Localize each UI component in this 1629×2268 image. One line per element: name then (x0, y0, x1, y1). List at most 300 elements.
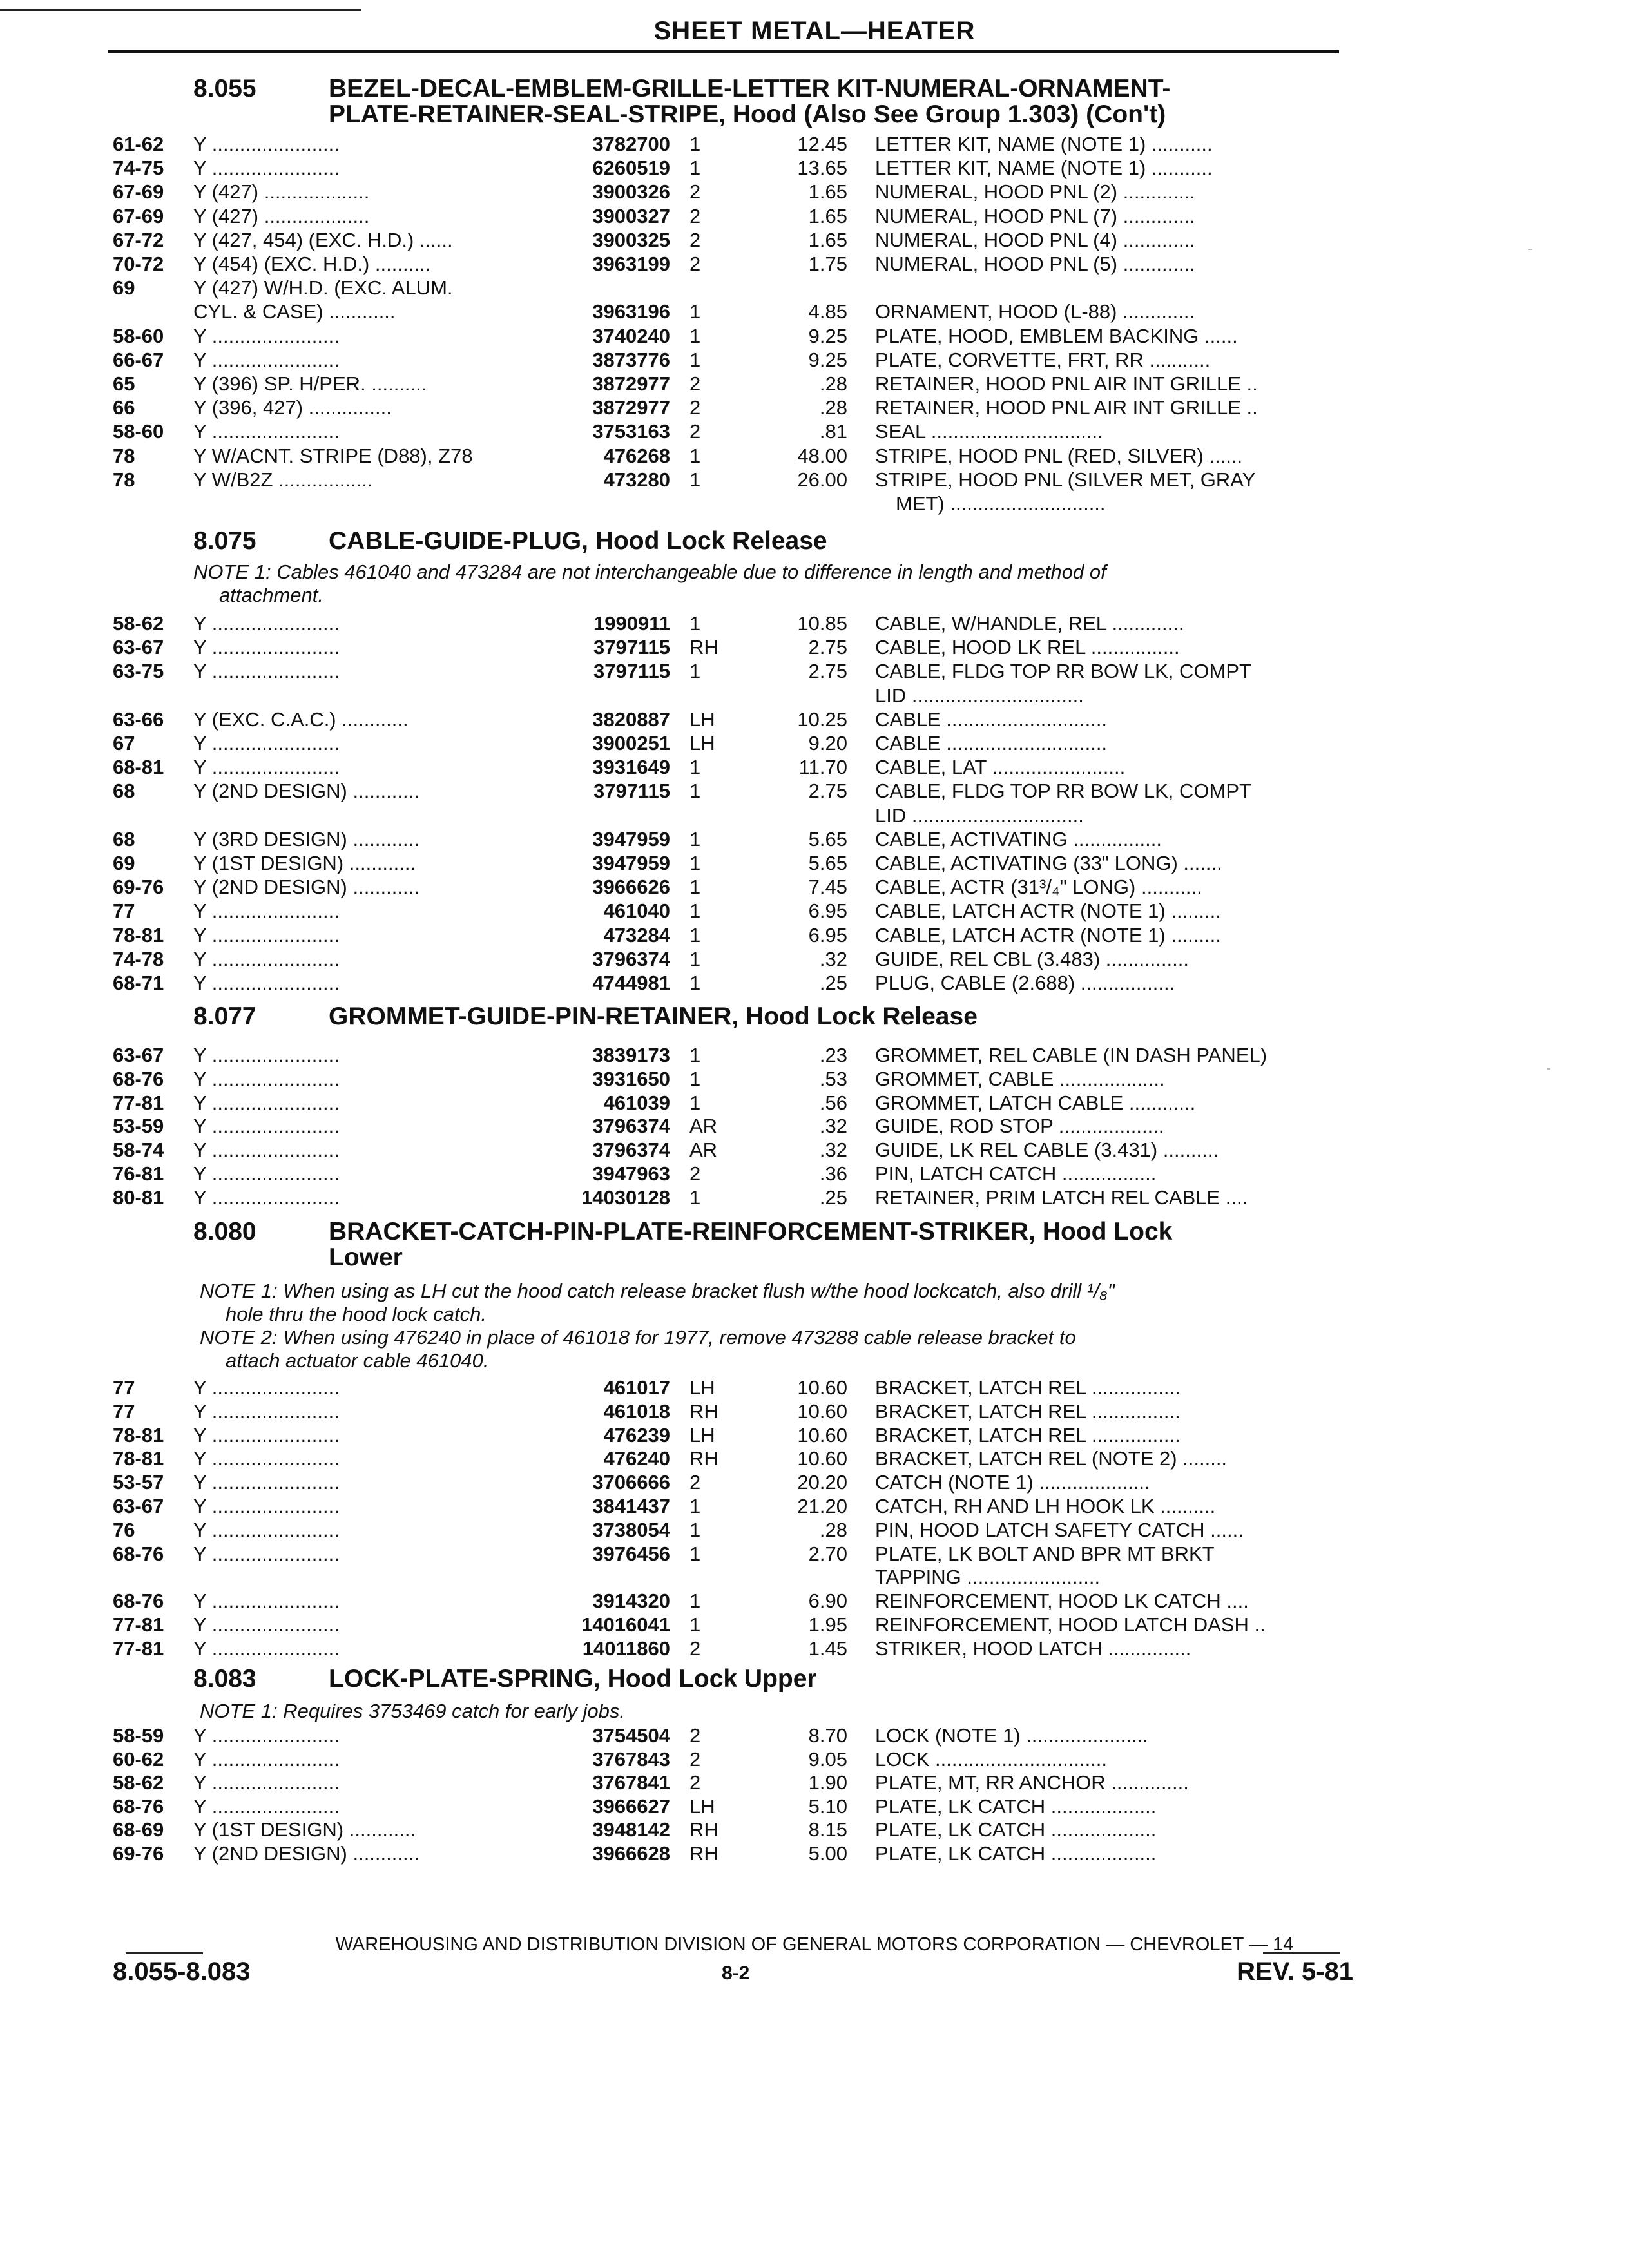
quantity: RH (689, 1818, 718, 1841)
application: Y ....................... (193, 899, 340, 923)
year-range: 66 (113, 396, 135, 419)
table-row (0, 636, 1629, 659)
quantity: 1 (689, 1542, 701, 1565)
part-number: 3900325 (592, 228, 670, 251)
table-row (0, 157, 1629, 180)
description: REINFORCEMENT, HOOD LK CATCH .... (875, 1590, 1249, 1613)
year-range: 78-81 (113, 1423, 164, 1446)
part-number: 3963196 (592, 300, 670, 323)
table-row (0, 468, 1629, 492)
table-row (0, 1447, 1629, 1470)
year-range: 69-76 (113, 1842, 164, 1865)
price: 13.65 (797, 157, 847, 180)
description: PLATE, LK CATCH ................... (875, 1818, 1157, 1841)
table-row (0, 828, 1629, 851)
quantity: 1 (689, 300, 701, 323)
price: 6.95 (808, 923, 847, 947)
footer-section-range: 8.055-8.083 (113, 1957, 251, 1986)
description: CATCH, RH AND LH HOOK LK .......... (875, 1495, 1216, 1517)
part-number: 3841437 (592, 1495, 670, 1517)
part-number: 3947963 (592, 1162, 670, 1185)
application: Y (1ST DESIGN) ............ (193, 1818, 416, 1841)
price: .25 (819, 972, 847, 994)
quantity: 1 (689, 348, 701, 371)
table-row (0, 804, 1629, 827)
section-note-line: NOTE 1: Cables 461040 and 473284 are not interchangeable due to difference in length and method of (193, 561, 1106, 583)
price: .36 (819, 1162, 847, 1185)
scan-speck (1547, 1068, 1550, 1070)
description: PLATE, LK CATCH ................... (875, 1794, 1157, 1818)
section-note-line: hole thru the hood lock catch. (226, 1303, 487, 1325)
quantity: 2 (689, 253, 701, 275)
section-title-line2: Lower (329, 1244, 403, 1271)
description: RETAINER, HOOD PNL AIR INT GRILLE .. (875, 372, 1258, 395)
quantity: 1 (689, 1067, 701, 1090)
quantity: 1 (689, 1044, 701, 1066)
quantity: 1 (689, 157, 701, 180)
year-range: 68-76 (113, 1067, 164, 1090)
part-number: 3948142 (592, 1818, 670, 1841)
quantity: 1 (689, 899, 701, 923)
price: 1.95 (808, 1613, 847, 1636)
price: 8.15 (808, 1818, 847, 1841)
price: 11.70 (798, 756, 847, 779)
price: 2.75 (808, 780, 847, 803)
application: Y ....................... (193, 1771, 340, 1794)
part-number: 476268 (603, 444, 670, 467)
year-range: 63-66 (113, 707, 164, 731)
application: Y ....................... (193, 1590, 340, 1613)
application: Y ....................... (193, 1423, 340, 1446)
year-range: 68-81 (113, 756, 164, 779)
part-number: 461040 (603, 899, 670, 923)
quantity: 1 (689, 876, 701, 899)
year-range: 58-60 (113, 420, 164, 443)
description: GROMMET, LATCH CABLE ............ (875, 1091, 1196, 1114)
part-number: 3873776 (592, 348, 670, 371)
application: Y ....................... (193, 1542, 340, 1565)
price: 10.25 (797, 707, 847, 731)
application: CYL. & CASE) ............ (193, 300, 396, 323)
table-row (0, 1115, 1629, 1138)
year-range: 53-59 (113, 1115, 164, 1138)
part-number: 4744981 (592, 972, 670, 994)
table-row (0, 948, 1629, 971)
application: Y ....................... (193, 1518, 340, 1541)
section-note-line: attach actuator cable 461040. (226, 1349, 489, 1372)
year-range: 68-71 (113, 972, 164, 994)
description: GUIDE, ROD STOP ................... (875, 1115, 1164, 1138)
quantity: 1 (689, 612, 701, 635)
price: 48.00 (797, 444, 847, 467)
part-number: 3900327 (592, 204, 670, 227)
year-range: 74-75 (113, 157, 164, 180)
year-range: 58-74 (113, 1139, 164, 1162)
table-row (0, 1186, 1629, 1209)
description: STRIPE, HOOD PNL (RED, SILVER) ...... (875, 444, 1243, 467)
quantity: 1 (689, 947, 701, 970)
description: BRACKET, LATCH REL ................ (875, 1423, 1181, 1446)
quantity: 1 (689, 780, 701, 803)
quantity: 1 (689, 444, 701, 467)
quantity: 1 (689, 827, 701, 850)
quantity: RH (689, 1399, 718, 1423)
table-row (0, 852, 1629, 875)
price: 4.85 (808, 300, 847, 323)
year-range: 68-76 (113, 1542, 164, 1565)
application: Y (396) SP. H/PER. .......... (193, 372, 427, 395)
table-row (0, 1471, 1629, 1494)
part-number: 3839173 (592, 1044, 670, 1066)
application: Y (1ST DESIGN) ............ (193, 852, 416, 874)
description: CABLE, ACTR (31³/₄" LONG) ........... (875, 876, 1202, 899)
description: PLATE, LK BOLT AND BPR MT BRKT (875, 1542, 1215, 1565)
quantity: AR (689, 1115, 718, 1138)
part-number: 1990911 (593, 612, 670, 635)
part-number: 14011860 (582, 1637, 670, 1660)
description: CABLE ............................. (875, 732, 1108, 754)
footer-revision: REV. 5-81 (1237, 1957, 1353, 1986)
price: 9.05 (808, 1747, 847, 1771)
description: BRACKET, LATCH REL ................ (875, 1376, 1181, 1399)
year-range: 67-69 (113, 180, 164, 204)
scan-speck (1528, 249, 1532, 250)
description: GUIDE, LK REL CABLE (3.431) .......... (875, 1139, 1219, 1162)
part-number: 3872977 (592, 396, 670, 419)
description: CABLE, LAT ........................ (875, 756, 1126, 779)
part-number: 3947959 (592, 852, 670, 874)
year-range: 74-78 (113, 947, 164, 970)
year-range: 58-59 (113, 1724, 164, 1747)
quantity: 1 (689, 1613, 701, 1636)
quantity: 2 (689, 1771, 701, 1794)
section-note-line: attachment. (219, 584, 323, 606)
quantity: LH (689, 1423, 715, 1446)
table-row (0, 1519, 1629, 1542)
application: Y W/B2Z ................. (193, 468, 373, 491)
year-range: 77 (113, 1399, 135, 1423)
section-note-line: NOTE 1: Requires 3753469 catch for early jobs. (200, 1700, 625, 1722)
description: LID ............................... (875, 684, 1084, 707)
part-number: 461017 (603, 1376, 670, 1399)
application: Y ....................... (193, 1044, 340, 1066)
year-range: 77 (113, 1376, 135, 1399)
price: 2.75 (808, 636, 847, 659)
description: STRIPE, HOOD PNL (SILVER MET, GRAY (875, 468, 1256, 491)
price: 6.95 (808, 899, 847, 923)
table-row (0, 205, 1629, 228)
part-number: 3966626 (592, 876, 670, 899)
table-row (0, 1724, 1629, 1747)
year-range: 63-67 (113, 636, 164, 659)
price: .28 (819, 396, 847, 419)
part-number: 3767841 (592, 1771, 670, 1794)
application: Y ....................... (193, 947, 340, 970)
part-number: 14030128 (581, 1186, 670, 1209)
year-range: 58-62 (113, 1771, 164, 1794)
description: CABLE, FLDG TOP RR BOW LK, COMPT (875, 660, 1251, 683)
section-title-line1: BEZEL-DECAL-EMBLEM-GRILLE-LETTER KIT-NUMERAL-ORNAMENT- (329, 75, 1171, 102)
year-range: 63-67 (113, 1495, 164, 1517)
table-row (0, 1590, 1629, 1613)
year-range: 77-81 (113, 1613, 164, 1636)
price: 1.90 (808, 1771, 847, 1794)
part-number: 3900326 (592, 180, 670, 204)
description: CABLE ............................. (875, 707, 1108, 731)
table-row (0, 1637, 1629, 1660)
table-row (0, 1376, 1629, 1399)
description: RETAINER, HOOD PNL AIR INT GRILLE .. (875, 396, 1258, 419)
quantity: LH (689, 1794, 715, 1818)
year-range: 68-76 (113, 1794, 164, 1818)
table-row (0, 180, 1629, 204)
description: CABLE, W/HANDLE, REL ............. (875, 612, 1184, 635)
quantity: 1 (689, 1091, 701, 1114)
quantity: 1 (689, 324, 701, 347)
year-range: 58-62 (113, 612, 164, 635)
quantity: 2 (689, 420, 701, 443)
year-range: 77 (113, 899, 135, 923)
header-rule (108, 50, 1339, 53)
year-range: 58-60 (113, 324, 164, 347)
description: CABLE, LATCH ACTR (NOTE 1) ......... (875, 899, 1221, 923)
quantity: RH (689, 1447, 718, 1470)
application: Y ....................... (193, 1794, 340, 1818)
table-row (0, 660, 1629, 683)
description: LETTER KIT, NAME (NOTE 1) ........... (875, 133, 1213, 155)
footer-page-number: 8-2 (722, 1963, 750, 1984)
quantity: 2 (689, 1724, 701, 1747)
section-title: LOCK-PLATE-SPRING, Hood Lock Upper (329, 1665, 817, 1693)
application: Y ....................... (193, 612, 340, 635)
quantity: 2 (689, 204, 701, 227)
description: CATCH (NOTE 1) .................... (875, 1471, 1150, 1494)
price: 1.45 (808, 1637, 847, 1660)
footer-division-text: WAREHOUSING AND DISTRIBUTION DIVISION OF GENERAL MOTORS CORPORATION — CHEVROLET — 14 (335, 1934, 1294, 1955)
page-header-title: SHEET METAL—HEATER (653, 17, 976, 45)
part-number: 3931649 (592, 756, 670, 779)
part-number: 3796374 (592, 1115, 670, 1138)
table-row (0, 1795, 1629, 1818)
application: Y ....................... (193, 756, 340, 779)
application: Y ....................... (193, 1376, 340, 1399)
part-number: 3738054 (592, 1518, 670, 1541)
table-row (0, 1748, 1629, 1771)
section-number: 8.075 (193, 527, 256, 555)
description: CABLE, LATCH ACTR (NOTE 1) ......... (875, 923, 1221, 947)
application: Y (454) (EXC. H.D.) .......... (193, 253, 431, 275)
section-title-line1: BRACKET-CATCH-PIN-PLATE-REINFORCEMENT-STRIKER, Hood Lock (329, 1218, 1173, 1245)
quantity: 2 (689, 1471, 701, 1494)
part-number: 3796374 (592, 1139, 670, 1162)
price: 10.60 (797, 1399, 847, 1423)
application: Y (427) ................... (193, 204, 370, 227)
description: RETAINER, PRIM LATCH REL CABLE .... (875, 1186, 1248, 1209)
quantity: 2 (689, 228, 701, 251)
price: .53 (819, 1067, 847, 1090)
price: 9.20 (808, 732, 847, 754)
table-row (0, 372, 1629, 396)
application: Y ....................... (193, 1495, 340, 1517)
description: REINFORCEMENT, HOOD LATCH DASH .. (875, 1613, 1266, 1636)
year-range: 65 (113, 372, 135, 395)
table-row (0, 349, 1629, 372)
quantity: RH (689, 636, 718, 659)
part-number: 3966627 (592, 1794, 670, 1818)
quantity: 1 (689, 972, 701, 994)
quantity: 1 (689, 133, 701, 155)
table-row (0, 876, 1629, 899)
year-range: 68 (113, 780, 135, 803)
application: Y ....................... (193, 1471, 340, 1494)
price: .32 (819, 1115, 847, 1138)
year-range: 67-72 (113, 228, 164, 251)
price: .56 (819, 1091, 847, 1114)
year-range: 67-69 (113, 204, 164, 227)
table-row (0, 300, 1629, 323)
year-range: 76-81 (113, 1162, 164, 1185)
application: Y (427) W/H.D. (EXC. ALUM. (193, 276, 453, 300)
table-row (0, 133, 1629, 156)
price: 20.20 (797, 1471, 847, 1494)
part-number: 476240 (603, 1447, 670, 1470)
part-number: 3872977 (592, 372, 670, 395)
year-range: 61-62 (113, 133, 164, 155)
price: 2.70 (808, 1542, 847, 1565)
application: Y (427) ................... (193, 180, 370, 204)
quantity: 2 (689, 1162, 701, 1185)
year-range: 70-72 (113, 253, 164, 275)
year-range: 53-57 (113, 1471, 164, 1494)
application: Y ....................... (193, 1447, 340, 1470)
section-title: CABLE-GUIDE-PLUG, Hood Lock Release (329, 527, 827, 555)
table-row (0, 396, 1629, 419)
quantity: LH (689, 732, 715, 754)
description: PIN, LATCH CATCH ................. (875, 1162, 1157, 1185)
description: PLATE, LK CATCH ................... (875, 1842, 1157, 1865)
description: PLATE, HOOD, EMBLEM BACKING ...... (875, 324, 1238, 347)
part-number: 3797115 (593, 780, 670, 803)
description: BRACKET, LATCH REL ................ (875, 1399, 1181, 1423)
price: 21.20 (797, 1495, 847, 1517)
quantity: LH (689, 707, 715, 731)
description: SEAL ............................... (875, 420, 1103, 443)
part-number: 3797115 (593, 636, 670, 659)
part-number: 14016041 (581, 1613, 670, 1636)
price: 1.65 (808, 204, 847, 227)
price: 8.70 (808, 1724, 847, 1747)
year-range: 68 (113, 827, 135, 850)
part-number: 3706666 (592, 1471, 670, 1494)
application: Y ....................... (193, 1637, 340, 1660)
table-row (0, 420, 1629, 443)
description: LID ............................... (875, 803, 1084, 827)
description: BRACKET, LATCH REL (NOTE 2) ........ (875, 1447, 1228, 1470)
year-range: 68-69 (113, 1818, 164, 1841)
quantity: 2 (689, 372, 701, 395)
part-number: 3966628 (592, 1842, 670, 1865)
year-range: 78-81 (113, 1447, 164, 1470)
application: Y ....................... (193, 1399, 340, 1423)
quantity: 2 (689, 396, 701, 419)
year-range: 77-81 (113, 1637, 164, 1660)
price: 9.25 (808, 348, 847, 371)
table-row (0, 756, 1629, 779)
description: NUMERAL, HOOD PNL (2) ............. (875, 180, 1195, 204)
table-row (0, 684, 1629, 707)
quantity: 2 (689, 1637, 701, 1660)
table-row (0, 732, 1629, 755)
table-row (0, 1424, 1629, 1447)
year-range: 78 (113, 444, 135, 467)
year-range: 78-81 (113, 923, 164, 947)
part-number: 6260519 (592, 157, 670, 180)
year-range: 67 (113, 732, 135, 754)
application: Y ....................... (193, 972, 340, 994)
price: 7.45 (808, 876, 847, 899)
application: Y ....................... (193, 1613, 340, 1636)
application: Y (396, 427) ............... (193, 396, 392, 419)
description: TAPPING ........................ (875, 1566, 1101, 1589)
price: 10.60 (797, 1423, 847, 1446)
description: PLATE, MT, RR ANCHOR .............. (875, 1771, 1189, 1794)
table-row (0, 708, 1629, 731)
quantity: LH (689, 1376, 715, 1399)
description: CABLE, HOOD LK REL ................ (875, 636, 1180, 659)
quantity: 1 (689, 1186, 701, 1209)
description: CABLE, ACTIVATING (33" LONG) ....... (875, 852, 1222, 874)
year-range: 80-81 (113, 1186, 164, 1209)
application: Y ....................... (193, 1724, 340, 1747)
description: GROMMET, REL CABLE (IN DASH PANEL) (875, 1044, 1268, 1066)
price: 2.75 (808, 660, 847, 683)
quantity: 2 (689, 180, 701, 204)
quantity: 1 (689, 660, 701, 683)
table-row (0, 972, 1629, 995)
part-number: 3753163 (592, 420, 670, 443)
description: LOCK (NOTE 1) ...................... (875, 1724, 1148, 1747)
price: 5.65 (808, 827, 847, 850)
table-row (0, 1162, 1629, 1186)
part-number: 3947959 (592, 827, 670, 850)
year-range: 69 (113, 852, 135, 874)
section-number: 8.083 (193, 1665, 256, 1693)
application: Y (427, 454) (EXC. H.D.) ...... (193, 228, 453, 251)
table-row (0, 612, 1629, 635)
application: Y ....................... (193, 923, 340, 947)
application: Y ....................... (193, 1115, 340, 1138)
description: PLATE, CORVETTE, FRT, RR ........... (875, 348, 1211, 371)
application: Y (2ND DESIGN) ............ (193, 876, 419, 899)
price: 10.60 (797, 1447, 847, 1470)
description: CABLE, ACTIVATING ................ (875, 827, 1162, 850)
table-row (0, 1613, 1629, 1637)
quantity: 2 (689, 1747, 701, 1771)
description: LOCK ............................... (875, 1747, 1108, 1771)
application: Y ....................... (193, 1067, 340, 1090)
table-row (0, 276, 1629, 300)
section-number: 8.077 (193, 1003, 256, 1030)
application: Y ....................... (193, 1162, 340, 1185)
year-range: 69 (113, 276, 135, 300)
quantity: RH (689, 1842, 718, 1865)
table-row (0, 253, 1629, 276)
continuation-line: MET) ............................ (896, 492, 1106, 515)
application: Y ....................... (193, 420, 340, 443)
quantity: 1 (689, 1590, 701, 1613)
part-number: 3931650 (592, 1067, 670, 1090)
quantity: 1 (689, 1495, 701, 1517)
